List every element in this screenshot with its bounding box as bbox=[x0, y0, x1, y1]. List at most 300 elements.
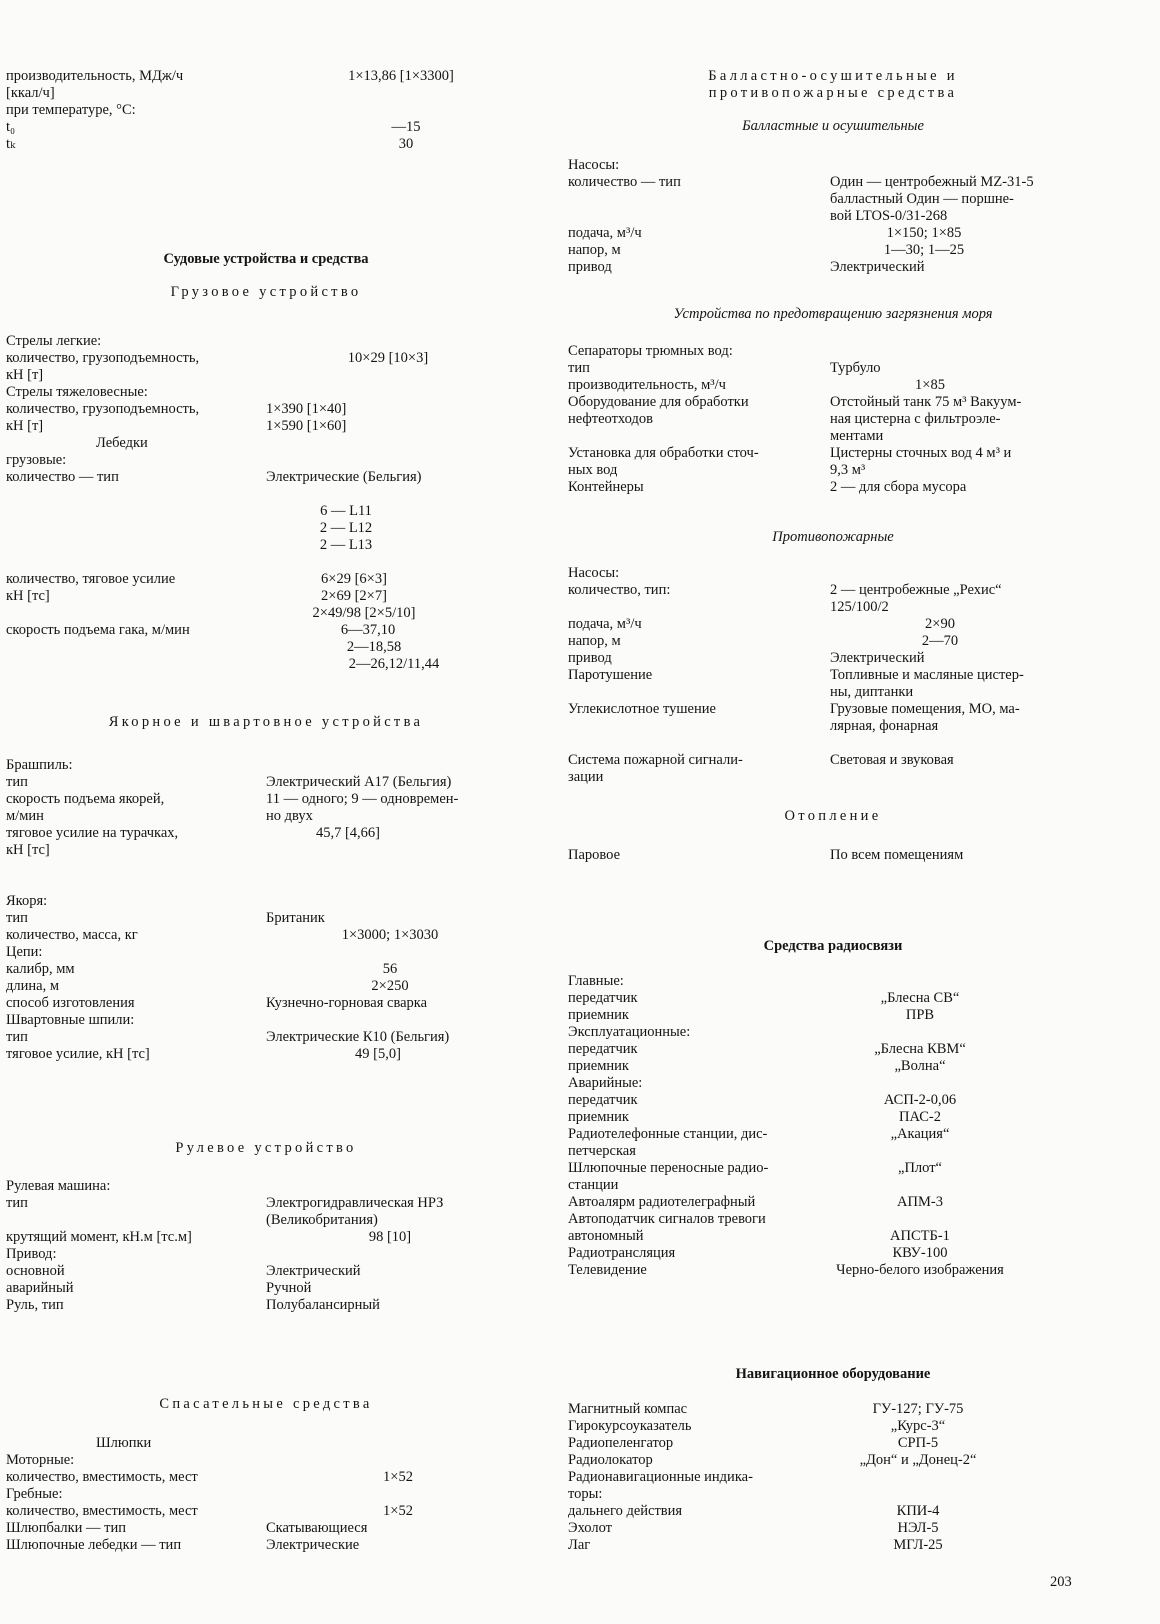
table-row bbox=[6, 622, 526, 639]
table-row bbox=[6, 1503, 526, 1520]
row-label: Насосы: bbox=[568, 565, 620, 581]
table-row bbox=[6, 102, 526, 119]
row-value: лярная, фонарная bbox=[830, 718, 939, 734]
row-label: Радиопеленгатор bbox=[568, 1435, 674, 1451]
table-row bbox=[568, 701, 1098, 718]
row-value: 2×69 [2×7] bbox=[321, 588, 387, 604]
table-row bbox=[6, 119, 526, 136]
table-row bbox=[568, 242, 1098, 259]
table-row bbox=[568, 1194, 1098, 1211]
table-row bbox=[6, 1486, 526, 1503]
row-value: 2 — центробежные „Рехис“ bbox=[830, 582, 1002, 598]
row-label: Аварийные: bbox=[568, 1075, 643, 1091]
row-value: 2—70 bbox=[921, 633, 959, 649]
steering-title: Рулевое устройство bbox=[175, 1140, 357, 1156]
table-row bbox=[568, 1418, 1098, 1435]
row-value: „Дон“ и „Донец-2“ bbox=[859, 1452, 977, 1468]
row-value: „Курс-3“ bbox=[890, 1418, 946, 1434]
row-value: 2 — для сбора мусора bbox=[830, 479, 967, 495]
table-row bbox=[568, 445, 1098, 462]
row-label: Установка для обработки сточ- bbox=[568, 445, 759, 461]
row-value: 2—26,12/11,44 bbox=[348, 656, 440, 672]
row-value: ментами bbox=[830, 428, 884, 444]
row-label: Цепи: bbox=[6, 944, 43, 960]
row-label: производительность, МДж/ч bbox=[6, 68, 184, 84]
table-row bbox=[568, 1262, 1098, 1279]
row-label: автономный bbox=[568, 1228, 644, 1244]
row-label: станции bbox=[568, 1177, 619, 1193]
row-value: 10×29 [10×3] bbox=[347, 350, 429, 366]
table-row bbox=[6, 503, 526, 520]
table-row bbox=[568, 565, 1098, 582]
table-row bbox=[6, 1229, 526, 1246]
row-label: Привод: bbox=[6, 1246, 57, 1262]
row-value: „Плот“ bbox=[898, 1160, 942, 1176]
ship-devices-title: Судовые устройства и средства bbox=[163, 251, 369, 267]
table-row bbox=[6, 1195, 526, 1212]
row-label: Оборудование для обработки bbox=[568, 394, 749, 410]
table-row bbox=[6, 1297, 526, 1314]
row-value: Один — центробежный MZ-31-5 bbox=[830, 174, 1034, 190]
row-label: подача, м³/ч bbox=[568, 225, 642, 241]
row-label: количество — тип bbox=[6, 469, 119, 485]
row-label: количество, грузоподъемность, bbox=[6, 350, 200, 366]
row-label: напор, м bbox=[568, 633, 621, 649]
table-row bbox=[6, 486, 526, 503]
table-row bbox=[6, 588, 526, 605]
table-row bbox=[6, 85, 526, 102]
row-value: Топливные и масляные цистер- bbox=[830, 667, 1024, 683]
row-value: 2—18,58 bbox=[346, 639, 402, 655]
table-row bbox=[6, 791, 526, 808]
row-value: Полубалансирный bbox=[266, 1297, 380, 1313]
row-value: КВУ-100 bbox=[892, 1245, 948, 1261]
row-value: Грузовые помещения, МО, ма- bbox=[830, 701, 1020, 717]
row-label: Гирокурсоуказатель bbox=[568, 1418, 692, 1434]
row-label: Автоалярм радиотелеграфный bbox=[568, 1194, 756, 1210]
row-label: нефтеотходов bbox=[568, 411, 653, 427]
row-value: Электрический А17 (Бельгия) bbox=[266, 774, 452, 790]
table-row bbox=[568, 1245, 1098, 1262]
row-value: ГУ-127; ГУ-75 bbox=[872, 1401, 964, 1417]
table-row bbox=[6, 639, 526, 656]
row-label: торы: bbox=[568, 1486, 603, 1502]
table-row bbox=[568, 650, 1098, 667]
table-row bbox=[568, 1058, 1098, 1075]
row-value: Электрогидравлическая НРЗ bbox=[266, 1195, 444, 1211]
table-row bbox=[568, 735, 1098, 752]
row-value: 1×52 bbox=[383, 1503, 413, 1519]
table-row bbox=[568, 377, 1098, 394]
table-row bbox=[568, 1160, 1098, 1177]
row-value: 98 [10] bbox=[368, 1229, 412, 1245]
table-row bbox=[6, 859, 526, 876]
row-value: НЭЛ-5 bbox=[897, 1520, 939, 1536]
table-row bbox=[6, 469, 526, 486]
row-label: Гребные: bbox=[6, 1486, 63, 1502]
row-label: Главные: bbox=[568, 973, 624, 989]
row-label: Лебедки bbox=[96, 435, 148, 451]
row-value: 2×90 bbox=[925, 616, 955, 632]
row-value: 6—37,10 bbox=[340, 622, 396, 638]
table-row bbox=[6, 605, 526, 622]
row-label: Радионавигационные индика- bbox=[568, 1469, 753, 1485]
row-label: передатчик bbox=[568, 1041, 638, 1057]
row-label: Сепараторы трюмных вод: bbox=[568, 343, 733, 359]
row-label: тип bbox=[6, 1195, 28, 1211]
row-value: Световая и звуковая bbox=[830, 752, 954, 768]
row-value: Электрические (Бельгия) bbox=[266, 469, 422, 485]
row-label: при температуре, °С: bbox=[6, 102, 136, 118]
table-row bbox=[568, 394, 1098, 411]
row-label: Рулевая машина: bbox=[6, 1178, 111, 1194]
row-label: Паротушение bbox=[568, 667, 653, 683]
row-label: Брашпиль: bbox=[6, 757, 73, 773]
row-label: ных вод bbox=[568, 462, 618, 478]
table-row bbox=[6, 944, 526, 961]
row-label: Стрелы тяжеловесные: bbox=[6, 384, 148, 400]
table-row bbox=[6, 1520, 526, 1537]
row-label: передатчик bbox=[568, 1092, 638, 1108]
row-value: „Акация“ bbox=[890, 1126, 950, 1142]
table-row bbox=[568, 1041, 1098, 1058]
row-label: приемник bbox=[568, 1058, 629, 1074]
table-row bbox=[6, 757, 526, 774]
row-value: Скатывающиеся bbox=[266, 1520, 368, 1536]
table-row bbox=[568, 1177, 1098, 1194]
table-row bbox=[6, 571, 526, 588]
table-row bbox=[6, 1046, 526, 1063]
row-label: Радиолокатор bbox=[568, 1452, 653, 1468]
row-label: Эхолот bbox=[568, 1520, 612, 1536]
table-row bbox=[568, 1401, 1098, 1418]
row-value: АПСТБ-1 bbox=[890, 1228, 950, 1244]
row-value: 1—30; 1—25 bbox=[883, 242, 965, 258]
row-value: „Волна“ bbox=[894, 1058, 946, 1074]
table-row bbox=[568, 973, 1098, 990]
row-value: 56 bbox=[382, 961, 398, 977]
table-row bbox=[568, 1007, 1098, 1024]
row-label: м/мин bbox=[6, 808, 44, 824]
table-row bbox=[568, 1452, 1098, 1469]
row-label: Паровое bbox=[568, 847, 621, 863]
row-label: количество, масса, кг bbox=[6, 927, 138, 943]
table-row bbox=[568, 411, 1098, 428]
row-label: тип bbox=[6, 774, 28, 790]
row-value: 1×13,86 [1×3300] bbox=[348, 68, 454, 84]
table-row bbox=[568, 174, 1098, 191]
row-label: способ изготовления bbox=[6, 995, 135, 1011]
table-row bbox=[6, 995, 526, 1012]
table-row bbox=[568, 616, 1098, 633]
ballast-title-line1: Балластно-осушительные и bbox=[708, 68, 958, 84]
table-row bbox=[6, 367, 526, 384]
table-row bbox=[568, 157, 1098, 174]
row-label: Телевидение bbox=[568, 1262, 647, 1278]
pollution-subtitle: Устройства по предотвращению загрязнения моря bbox=[673, 306, 993, 322]
table-row bbox=[6, 452, 526, 469]
table-row bbox=[6, 1178, 526, 1195]
row-label: скорость подъема якорей, bbox=[6, 791, 165, 807]
row-value: СРП-5 bbox=[897, 1435, 939, 1451]
table-row bbox=[568, 1211, 1098, 1228]
row-label: петчерская bbox=[568, 1143, 636, 1159]
row-value: 1×150; 1×85 bbox=[886, 225, 962, 241]
row-label: Шлюпки bbox=[96, 1435, 152, 1451]
table-row bbox=[6, 825, 526, 842]
row-label: Магнитный компас bbox=[568, 1401, 688, 1417]
row-value: ПРВ bbox=[905, 1007, 935, 1023]
table-row bbox=[568, 633, 1098, 650]
row-label: тип bbox=[6, 910, 28, 926]
row-label: t₀ bbox=[6, 119, 16, 135]
row-label: передатчик bbox=[568, 990, 638, 1006]
ballast-title-line2: противопожарные средства bbox=[708, 85, 958, 101]
cargo-title: Грузовое устройство bbox=[170, 284, 362, 300]
row-label: тип bbox=[6, 1029, 28, 1045]
row-label: скорость подъема гака, м/мин bbox=[6, 622, 190, 638]
row-label: аварийный bbox=[6, 1280, 74, 1296]
row-value: Ручной bbox=[266, 1280, 312, 1296]
row-label: Шлюпочные переносные радио- bbox=[568, 1160, 769, 1176]
table-row bbox=[568, 769, 1098, 786]
table-row bbox=[568, 1520, 1098, 1537]
row-label: количество, вместимость, мест bbox=[6, 1469, 198, 1485]
table-row bbox=[6, 927, 526, 944]
row-label: Система пожарной сигнали- bbox=[568, 752, 743, 768]
table-row bbox=[568, 1126, 1098, 1143]
table-row bbox=[6, 893, 526, 910]
row-value: 30 bbox=[398, 136, 414, 152]
row-value: ПАС-2 bbox=[899, 1109, 941, 1125]
table-row bbox=[6, 961, 526, 978]
lifesaving-title: Спасательные средства bbox=[159, 1396, 373, 1412]
table-row bbox=[6, 520, 526, 537]
table-row bbox=[568, 1503, 1098, 1520]
row-value: 125/100/2 bbox=[830, 599, 889, 615]
row-label: тяговое усилие, кН [тс] bbox=[6, 1046, 150, 1062]
row-label: Радиотрансляция bbox=[568, 1245, 676, 1261]
row-label: кН [тс] bbox=[6, 588, 50, 604]
row-label: Стрелы легкие: bbox=[6, 333, 102, 349]
table-row bbox=[6, 384, 526, 401]
table-row bbox=[6, 401, 526, 418]
table-row bbox=[6, 1469, 526, 1486]
row-label: длина, м bbox=[6, 978, 59, 994]
table-row bbox=[6, 1280, 526, 1297]
table-row bbox=[568, 462, 1098, 479]
row-label: тип bbox=[568, 360, 590, 376]
table-row bbox=[568, 360, 1098, 377]
row-value: (Великобритания) bbox=[266, 1212, 378, 1228]
row-label: дальнего действия bbox=[568, 1503, 683, 1519]
row-label: основной bbox=[6, 1263, 65, 1279]
row-value: 1×390 [1×40] bbox=[266, 401, 347, 417]
table-row bbox=[568, 684, 1098, 701]
heating-title: Отопление bbox=[784, 808, 882, 824]
table-row bbox=[6, 1435, 526, 1452]
row-value: ны, диптанки bbox=[830, 684, 914, 700]
table-row bbox=[568, 1109, 1098, 1126]
table-row bbox=[6, 910, 526, 927]
row-value: МГЛ-25 bbox=[893, 1537, 943, 1553]
table-row bbox=[568, 259, 1098, 276]
table-row bbox=[6, 1263, 526, 1280]
table-row bbox=[568, 718, 1098, 735]
row-value: Турбуло bbox=[830, 360, 881, 376]
table-row bbox=[6, 435, 526, 452]
row-label: калибр, мм bbox=[6, 961, 75, 977]
row-label: приемник bbox=[568, 1109, 629, 1125]
table-row bbox=[6, 1452, 526, 1469]
row-label: Швартовные шпили: bbox=[6, 1012, 135, 1028]
table-row bbox=[6, 418, 526, 435]
table-row bbox=[568, 667, 1098, 684]
row-value: Электрический bbox=[830, 650, 925, 666]
row-value: —15 bbox=[391, 119, 421, 135]
navigation-title: Навигационное оборудование bbox=[735, 1366, 931, 1382]
row-value: По всем помещениям bbox=[830, 847, 964, 863]
row-value: вой LTOS-0/31-268 bbox=[830, 208, 948, 224]
row-value: ная цистерна с фильтроэле- bbox=[830, 411, 1001, 427]
row-label: количество, грузоподъемность, bbox=[6, 401, 200, 417]
row-value: 49 [5,0] bbox=[355, 1046, 401, 1062]
row-label: количество, вместимость, мест bbox=[6, 1503, 198, 1519]
row-value: АПМ-3 bbox=[897, 1194, 943, 1210]
row-value: Британик bbox=[266, 910, 325, 926]
row-value: Электрические К10 (Бельгия) bbox=[266, 1029, 450, 1045]
row-label: крутящий момент, кН.м [тс.м] bbox=[6, 1229, 192, 1245]
table-row bbox=[6, 68, 526, 85]
row-label: кН [т] bbox=[6, 367, 44, 383]
table-row bbox=[568, 599, 1098, 616]
row-value: Цистерны сточных вод 4 м³ и bbox=[830, 445, 1012, 461]
row-label: Автоподатчик сигналов тревоги bbox=[568, 1211, 766, 1227]
row-value: Отстойный танк 75 м³ Вакуум- bbox=[830, 394, 1022, 410]
row-label: количество, тип: bbox=[568, 582, 671, 598]
table-row bbox=[6, 333, 526, 350]
table-row bbox=[6, 774, 526, 791]
anchor-title: Якорное и швартовное устройства bbox=[108, 714, 424, 730]
row-label: Лаг bbox=[568, 1537, 591, 1553]
radio-title: Средства радиосвязи bbox=[763, 938, 903, 954]
row-label: тяговое усилие на турачках, bbox=[6, 825, 179, 841]
table-row bbox=[568, 1537, 1098, 1554]
row-label: [ккал/ч] bbox=[6, 85, 55, 101]
row-value: 2×250 bbox=[371, 978, 409, 994]
table-row bbox=[568, 1435, 1098, 1452]
ballast-subtitle: Балластные и осушительные bbox=[742, 118, 924, 134]
row-label: Якоря: bbox=[6, 893, 48, 909]
row-value: Черно-белого изображения bbox=[836, 1262, 1004, 1278]
row-value: 2 — L12 bbox=[319, 520, 373, 536]
row-value: балластный Один — поршне- bbox=[830, 191, 1014, 207]
row-value: 9,3 м³ bbox=[830, 462, 866, 478]
row-value: КПИ-4 bbox=[896, 1503, 940, 1519]
row-label: зации bbox=[568, 769, 604, 785]
table-row bbox=[568, 343, 1098, 360]
table-row bbox=[568, 582, 1098, 599]
table-row bbox=[6, 1012, 526, 1029]
row-value: 2×49/98 [2×5/10] bbox=[312, 605, 416, 621]
row-label: Руль, тип bbox=[6, 1297, 64, 1313]
table-row bbox=[568, 1486, 1098, 1503]
row-value: 11 — одного; 9 — одновремен- bbox=[266, 791, 459, 807]
row-value: „Блесна СВ“ bbox=[880, 990, 960, 1006]
row-value: Электрический bbox=[266, 1263, 361, 1279]
table-row bbox=[568, 1469, 1098, 1486]
row-label: кН [тс] bbox=[6, 842, 50, 858]
row-label: tₖ bbox=[6, 136, 16, 152]
row-value: 1×3000; 1×3030 bbox=[341, 927, 439, 943]
row-value: но двух bbox=[266, 808, 313, 824]
row-label: привод bbox=[568, 650, 612, 666]
row-label: Шлюпбалки — тип bbox=[6, 1520, 127, 1536]
table-row bbox=[6, 1246, 526, 1263]
table-row bbox=[568, 990, 1098, 1007]
row-label: количество, тяговое усилие bbox=[6, 571, 176, 587]
row-value: Электрический bbox=[830, 259, 925, 275]
row-label: подача, м³/ч bbox=[568, 616, 642, 632]
table-row bbox=[6, 842, 526, 859]
row-label: напор, м bbox=[568, 242, 621, 258]
row-value: АСП-2-0,06 bbox=[883, 1092, 957, 1108]
table-row bbox=[568, 1143, 1098, 1160]
row-label: приемник bbox=[568, 1007, 629, 1023]
table-row bbox=[6, 1537, 526, 1554]
row-value: Кузнечно-горновая сварка bbox=[266, 995, 428, 1011]
row-value: 2 — L13 bbox=[319, 537, 373, 553]
table-row bbox=[568, 752, 1098, 769]
row-label: количество — тип bbox=[568, 174, 681, 190]
row-value: „Блесна КВМ“ bbox=[874, 1041, 966, 1057]
row-label: Контейнеры bbox=[568, 479, 644, 495]
row-value: 1×85 bbox=[915, 377, 945, 393]
page-number: 203 bbox=[1050, 1574, 1072, 1590]
row-label: Моторные: bbox=[6, 1452, 75, 1468]
table-row bbox=[6, 136, 526, 153]
table-row bbox=[6, 808, 526, 825]
row-value: 1×590 [1×60] bbox=[266, 418, 347, 434]
table-row bbox=[6, 656, 526, 673]
table-row bbox=[6, 876, 526, 893]
table-row bbox=[6, 1212, 526, 1229]
row-label: кН [т] bbox=[6, 418, 44, 434]
row-value: Электрические bbox=[266, 1537, 360, 1553]
row-label: Углекислотное тушение bbox=[568, 701, 716, 717]
table-row bbox=[568, 847, 1098, 864]
table-row bbox=[568, 1092, 1098, 1109]
row-label: Радиотелефонные станции, дис- bbox=[568, 1126, 768, 1142]
table-row bbox=[568, 208, 1098, 225]
row-label: грузовые: bbox=[6, 452, 67, 468]
table-row bbox=[568, 191, 1098, 208]
table-row bbox=[568, 1228, 1098, 1245]
table-row bbox=[568, 225, 1098, 242]
row-value: 6 — L11 bbox=[320, 503, 372, 519]
row-value: 1×52 bbox=[383, 1469, 413, 1485]
table-row bbox=[6, 537, 526, 554]
fire-subtitle: Противопожарные bbox=[772, 529, 894, 545]
table-row bbox=[568, 1075, 1098, 1092]
row-label: Насосы: bbox=[568, 157, 620, 173]
table-row bbox=[568, 479, 1098, 496]
row-label: Эксплуатационные: bbox=[568, 1024, 691, 1040]
table-row bbox=[6, 978, 526, 995]
row-value: 6×29 [6×3] bbox=[321, 571, 387, 587]
table-row bbox=[6, 350, 526, 367]
row-label: производительность, м³/ч bbox=[568, 377, 726, 393]
